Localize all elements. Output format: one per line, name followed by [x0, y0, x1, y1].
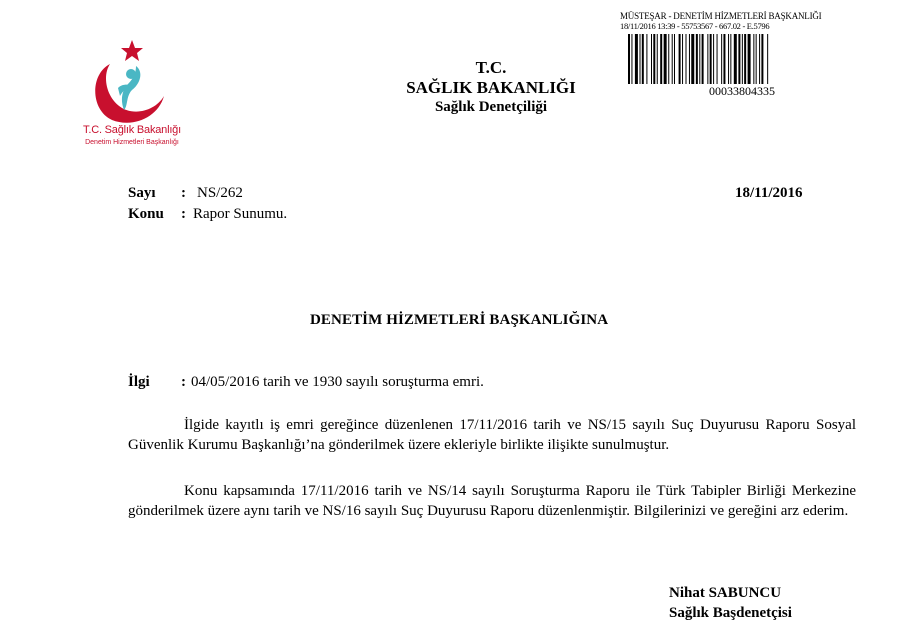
signatory-title: Sağlık Başdenetçisi [669, 605, 792, 621]
body-paragraph-2: Konu kapsamında 17/11/2016 tarih ve NS/14 sayılı Soruşturma Raporu ile Türk Tabipler Birliği Merkezine gönderilmek üzere aynı tarih ve NS/16 sayılı Suç Duyurusu Raporu düzenlenmiştir. Bilgilerinizi ve gereğini arz ederim. [128, 483, 856, 519]
konu-value: Rapor Sunumu. [193, 206, 288, 222]
barcode-icon [628, 34, 856, 84]
document-date: 18/11/2016 [735, 185, 803, 201]
header-department: Sağlık Denetçiliği [434, 99, 548, 115]
star-icon [121, 40, 143, 61]
signatory-name: Nihat SABUNCU [669, 585, 782, 601]
body-paragraph-1: İlgide kayıtlı iş emri gereğince düzenlenen 17/11/2016 tarih ve NS/15 sayılı Suç Duyurusu Raporu Sosyal Güvenlik Kurumu Başkanlığı’na gönderilmek üzere ekleriyle birlikte ilişikte sunulmuştur. [128, 417, 856, 453]
sayi-colon: : [181, 185, 186, 201]
konu-label: Konu [128, 206, 164, 222]
header-ministry: SAĞLIK BAKANLIĞI [406, 78, 576, 97]
addressee: DENETİM HİZMETLERİ BAŞKANLIĞINA [310, 312, 609, 328]
barcode-reference: 18/11/2016 13:39 - 55753567 - 667.02 - E.5796 [620, 21, 770, 31]
ilgi-colon: : [181, 374, 186, 390]
ilgi-text: 04/05/2016 tarih ve 1930 sayılı soruşturma emri. [191, 374, 484, 390]
logo-title: T.C. Sağlık Bakanlığı [83, 124, 181, 136]
header-line-tc: T.C. [475, 58, 507, 77]
barcode-number: 00033804335 [709, 84, 775, 98]
sayi-label: Sayı [128, 185, 156, 201]
barcode-caption: MÜSTEŞAR - DENETİM HİZMETLERİ BAŞKANLIĞI [620, 11, 822, 21]
ilgi-label: İlgi [128, 374, 150, 390]
konu-colon: : [181, 206, 186, 222]
logo-subtitle: Denetim Hizmetleri Başkanlığı [85, 139, 179, 146]
sayi-value: NS/262 [197, 185, 243, 201]
